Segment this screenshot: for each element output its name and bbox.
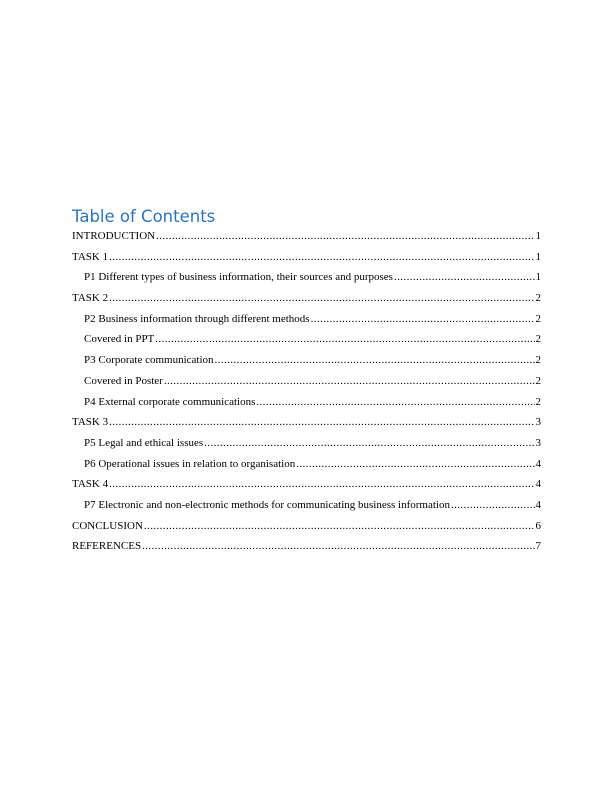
toc-entry-label: TASK 3 (72, 416, 109, 429)
toc-entry-page: 2 (535, 333, 541, 346)
toc-entry-p4[interactable] (72, 392, 541, 413)
toc-entry-p5[interactable] (72, 433, 541, 454)
toc-entry-label: TASK 1 (72, 250, 109, 263)
toc-entry-page: 4 (535, 498, 541, 511)
toc-entry-page: 2 (535, 354, 541, 367)
toc-entry-task-4[interactable] (72, 474, 541, 495)
toc-entry-label: CONCLUSION (72, 519, 143, 532)
dot-leader (394, 267, 535, 288)
toc-entry-page: 3 (535, 436, 541, 449)
toc-entry-label: P3 Corporate communication (84, 354, 214, 367)
toc-entry-label: P5 Legal and ethical issues (84, 436, 204, 449)
dot-leader (256, 392, 534, 413)
toc-entry-page: 4 (535, 478, 541, 491)
toc-entry-label: TASK 4 (72, 478, 109, 491)
toc-entry-label: Covered in Poster (84, 374, 163, 387)
dot-leader (109, 288, 534, 309)
toc-entry-p3[interactable] (72, 350, 541, 371)
dot-leader (109, 474, 534, 495)
toc-entry-label: P4 External corporate communications (84, 395, 256, 408)
toc-list (72, 226, 541, 557)
dot-leader (204, 433, 534, 454)
toc-entry-label: P7 Electronic and non-electronic methods for communicating business information (84, 498, 450, 511)
toc-entry-covered-poster[interactable] (72, 371, 541, 392)
toc-entry-covered-ppt[interactable] (72, 329, 541, 350)
toc-entry-page: 4 (535, 457, 541, 470)
toc-entry-page: 7 (535, 540, 541, 553)
toc-entry-task-3[interactable] (72, 412, 541, 433)
dot-leader (144, 516, 535, 537)
dot-leader (296, 454, 534, 475)
toc-entry-label: P1 Different types of business information, their sources and purposes (84, 271, 393, 284)
toc-entry-page: 3 (535, 416, 541, 429)
dot-leader (451, 495, 535, 516)
toc-entry-task-2[interactable] (72, 288, 541, 309)
toc-entry-page: 2 (535, 292, 541, 305)
toc-entry-label: Covered in PPT (84, 333, 155, 346)
toc-entry-p1[interactable] (72, 267, 541, 288)
toc-entry-task-1[interactable] (72, 247, 541, 268)
dot-leader (109, 247, 534, 268)
toc-entry-page: 1 (535, 271, 541, 284)
toc-entry-label: REFERENCES (72, 540, 142, 553)
dot-leader (142, 536, 534, 557)
toc-entry-page: 2 (535, 374, 541, 387)
toc-entry-page: 1 (535, 250, 541, 263)
toc-entry-page: 2 (535, 312, 541, 325)
toc-entry-page: 6 (535, 519, 541, 532)
toc-entry-introduction[interactable] (72, 226, 541, 247)
dot-leader (156, 226, 534, 247)
dot-leader (109, 412, 534, 433)
toc-entry-label: TASK 2 (72, 292, 109, 305)
toc-title: Table of Contents (72, 207, 216, 226)
toc-entry-p7[interactable] (72, 495, 541, 516)
toc-entry-p6[interactable] (72, 454, 541, 475)
toc-entry-label: P6 Operational issues in relation to organisation (84, 457, 296, 470)
toc-entry-label: P2 Business information through different methods (84, 312, 310, 325)
toc-entry-page: 1 (535, 230, 541, 242)
dot-leader (155, 329, 534, 350)
toc-entry-label: INTRODUCTION (72, 230, 156, 242)
toc-entry-page: 2 (535, 395, 541, 408)
dot-leader (164, 371, 535, 392)
dot-leader (311, 309, 535, 330)
toc-entry-conclusion[interactable] (72, 516, 541, 537)
dot-leader (215, 350, 535, 371)
toc-entry-p2[interactable] (72, 309, 541, 330)
toc-entry-references[interactable] (72, 536, 541, 557)
